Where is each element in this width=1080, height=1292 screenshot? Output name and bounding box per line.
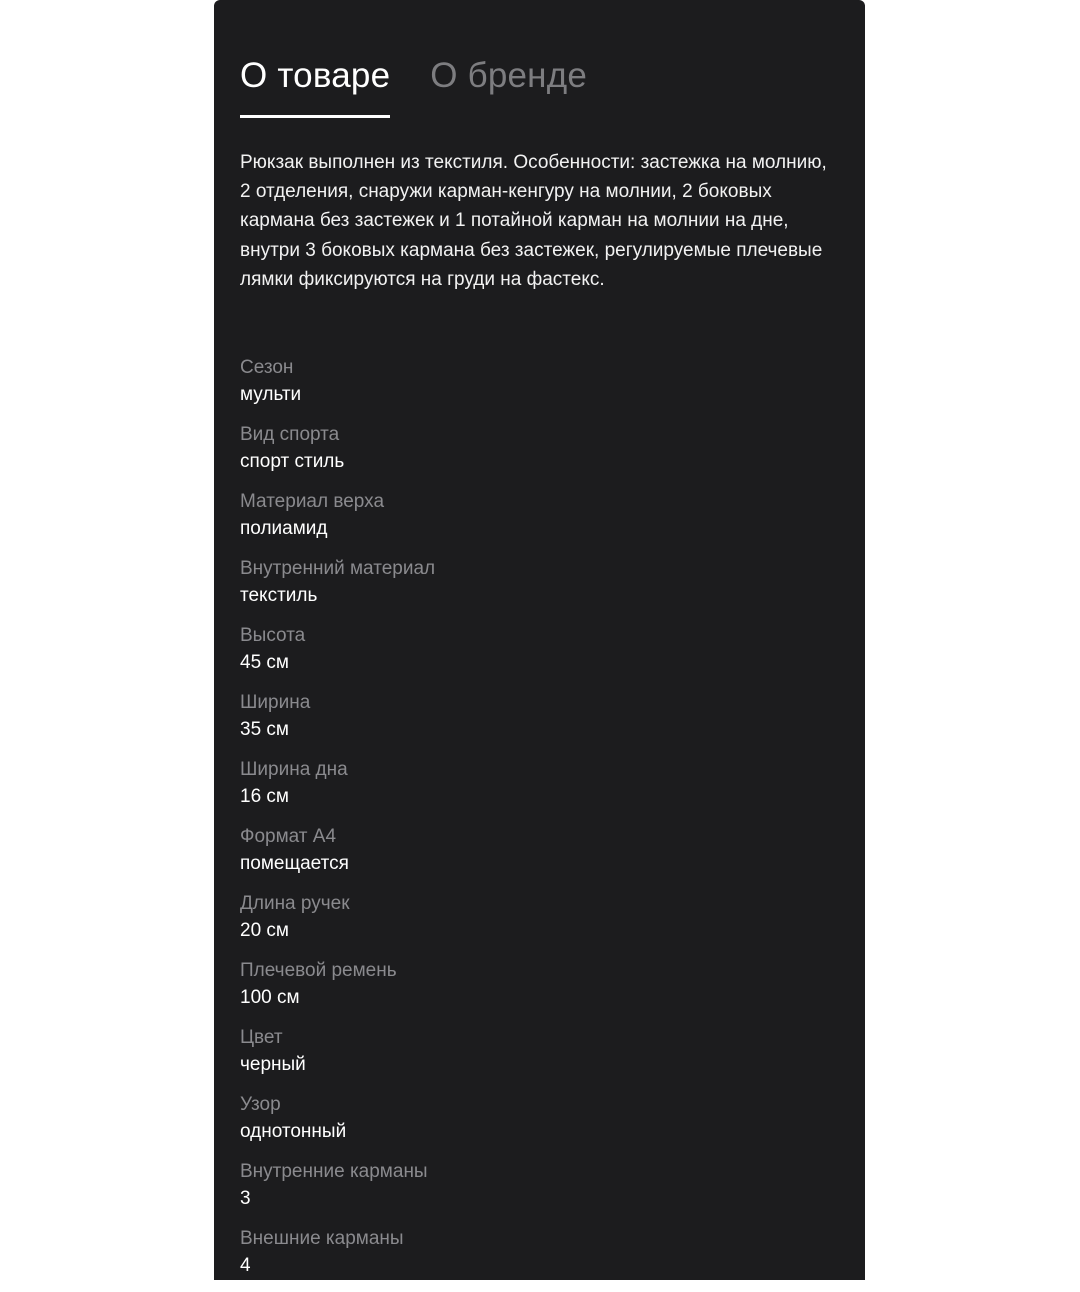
product-description: Рюкзак выполнен из текстиля. Особенности: застежка на молнию, 2 отделения, снаружи карман-кенгуру на молнии, 2 боковых кармана без застежек и 1 потайной карман на молнии на дне, внутри 3 боковых кармана без застежек, регулируемые плечевые лямки фиксируются на груди на фастекс. xyxy=(240,152,827,290)
product-info-panel xyxy=(214,0,865,1280)
spec-label: Материал верха xyxy=(240,491,385,512)
spec-value: помещается xyxy=(240,853,349,874)
spec-item xyxy=(240,1158,435,1225)
spec-item xyxy=(240,421,435,488)
spec-item xyxy=(240,756,435,823)
spec-item xyxy=(240,354,435,421)
tab-about-brand[interactable]: О бренде xyxy=(430,56,587,95)
spec-label: Ширина дна xyxy=(240,759,348,780)
tabs xyxy=(240,56,587,118)
spec-label: Цвет xyxy=(240,1027,283,1048)
spec-label: Внешние карманы xyxy=(240,1228,404,1249)
spec-value: 45 см xyxy=(240,652,289,673)
spec-item xyxy=(240,555,435,622)
spec-value: полиамид xyxy=(240,518,328,539)
spec-label: Формат А4 xyxy=(240,826,337,847)
spec-value: 100 см xyxy=(240,987,300,1008)
spec-value: мульти xyxy=(240,384,302,405)
spec-item xyxy=(240,689,435,756)
spec-label: Высота xyxy=(240,625,306,646)
spec-label: Внутренние карманы xyxy=(240,1161,428,1182)
spec-item xyxy=(240,1225,435,1292)
spec-label: Внутренний материал xyxy=(240,558,436,579)
spec-item xyxy=(240,890,435,957)
spec-value: 4 xyxy=(240,1255,251,1276)
spec-value: 3 xyxy=(240,1188,251,1209)
spec-label: Вид спорта xyxy=(240,424,340,445)
spec-value: черный xyxy=(240,1054,306,1075)
spec-value: 16 см xyxy=(240,786,289,807)
spec-item xyxy=(240,957,435,1024)
spec-item xyxy=(240,488,435,555)
spec-value: текстиль xyxy=(240,585,318,606)
spec-value: 35 см xyxy=(240,719,289,740)
spec-item xyxy=(240,823,435,890)
spec-list xyxy=(240,354,435,1292)
spec-label: Плечевой ремень xyxy=(240,960,397,981)
spec-item xyxy=(240,622,435,689)
spec-value: однотонный xyxy=(240,1121,347,1142)
spec-value: 20 см xyxy=(240,920,289,941)
spec-label: Узор xyxy=(240,1094,281,1115)
spec-item xyxy=(240,1091,435,1158)
spec-label: Ширина xyxy=(240,692,311,713)
spec-label: Длина ручек xyxy=(240,893,350,914)
spec-value: спорт стиль xyxy=(240,451,345,472)
spec-item xyxy=(240,1024,435,1091)
spec-label: Сезон xyxy=(240,357,294,378)
tab-about-product[interactable]: О товаре xyxy=(240,56,390,118)
